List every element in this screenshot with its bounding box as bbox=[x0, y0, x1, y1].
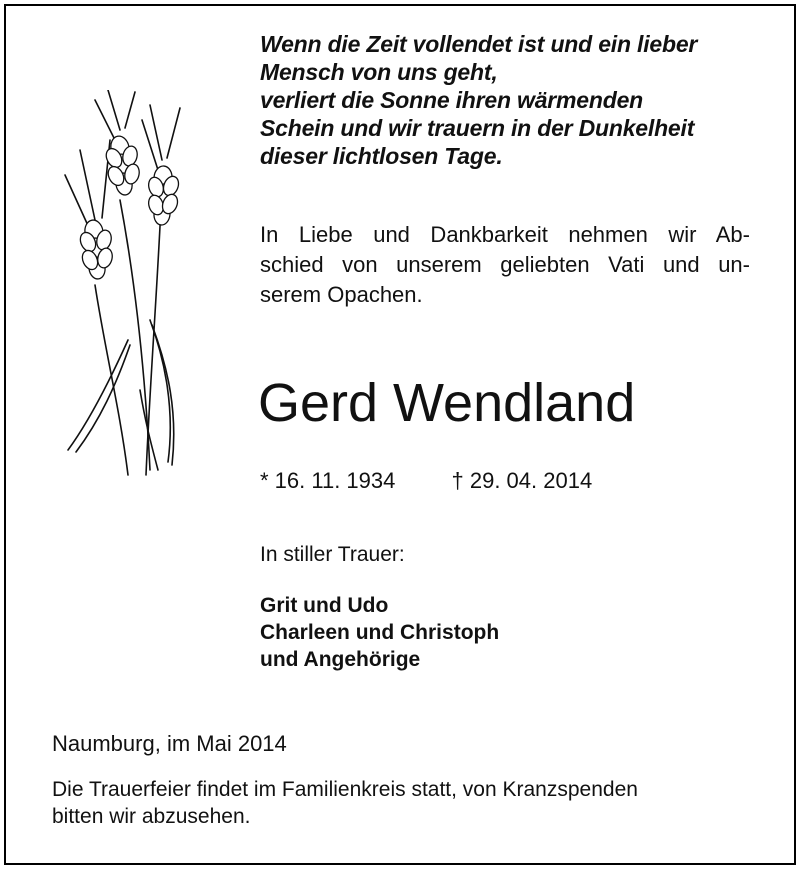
mourner: Grit und Udo bbox=[260, 594, 389, 617]
death-date: † 29. 04. 2014 bbox=[451, 468, 593, 493]
farewell-line: In Liebe und Dankbarkeit nehmen wir Ab- bbox=[260, 222, 750, 247]
farewell-line: serem Opachen. bbox=[260, 282, 423, 307]
place-date: Naumburg, im Mai 2014 bbox=[52, 731, 287, 756]
memorial-quote bbox=[260, 30, 780, 170]
funeral-note bbox=[52, 776, 772, 830]
quote-line: dieser lichtlosen Tage. bbox=[260, 143, 503, 169]
quote-line: Wenn die Zeit vollendet ist und ein lieber bbox=[260, 31, 698, 57]
mourner: Charleen und Christoph bbox=[260, 621, 500, 644]
wheat-ears-icon bbox=[50, 90, 210, 480]
deceased-name: Gerd Wendland bbox=[258, 373, 636, 433]
life-dates bbox=[260, 467, 592, 495]
mourning-label: In stiller Trauer: bbox=[260, 543, 405, 566]
farewell-line: schied von unserem geliebten Vati und un- bbox=[260, 252, 750, 277]
quote-line: verliert die Sonne ihren wärmenden bbox=[260, 87, 644, 113]
mourner: und Angehörige bbox=[260, 648, 421, 671]
note-line: Die Trauerfeier findet im Familienkreis statt, von Kranzspenden bbox=[52, 778, 638, 801]
quote-line: Mensch von uns geht, bbox=[260, 59, 498, 85]
mourners-list bbox=[260, 592, 499, 673]
birth-date: * 16. 11. 1934 bbox=[260, 468, 396, 493]
quote-line: Schein und wir trauern in der Dunkelheit bbox=[260, 115, 695, 141]
farewell-text bbox=[260, 220, 750, 310]
note-line: bitten wir abzusehen. bbox=[52, 805, 251, 828]
